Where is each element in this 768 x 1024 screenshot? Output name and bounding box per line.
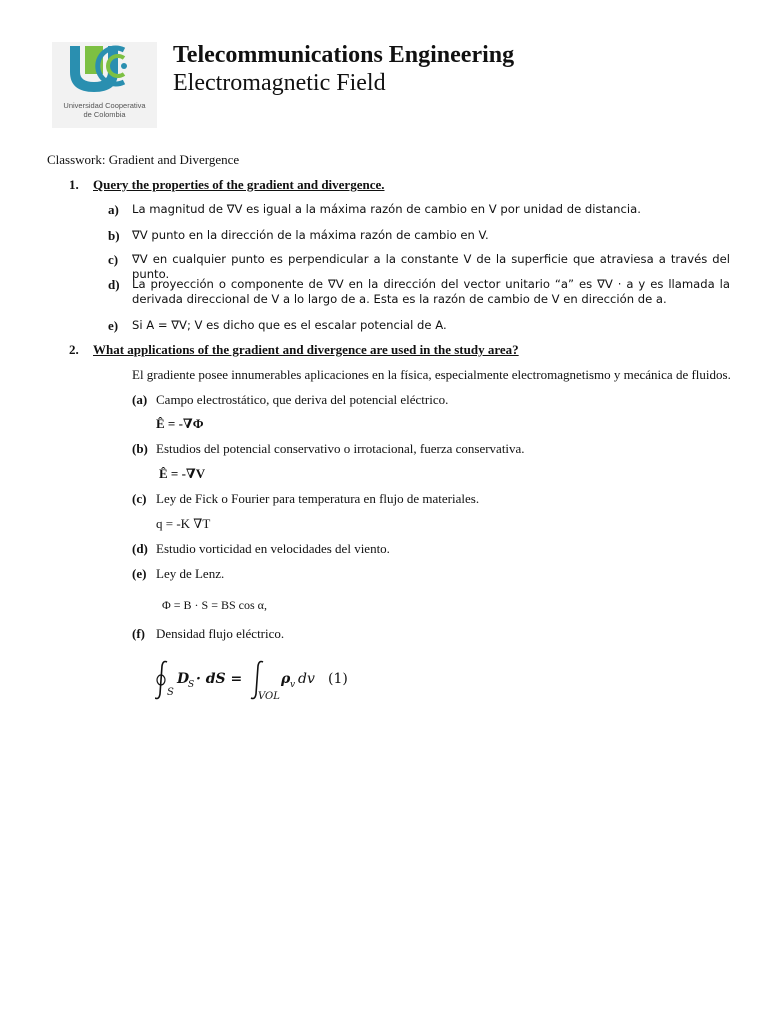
lhs-body: D: [177, 671, 190, 687]
q1-item-a-text: La magnitud de ∇V es igual a la máxima razón de cambio en V por unidad de distancia.: [132, 202, 641, 216]
gauss-law-equation: [155, 658, 375, 706]
q2-item-e-text: Ley de Lenz.: [156, 566, 225, 581]
q2-item-c-label: (c): [132, 491, 147, 506]
q2-item-b-label: (b): [132, 441, 148, 456]
q1-item-e-text: Si A = ∇V; V es dicho que es el escalar potencial de A.: [132, 318, 447, 332]
classwork-heading: Classwork: Gradient and Divergence: [47, 152, 240, 167]
q2-item-d-text: Estudio vorticidad en velocidades del viento.: [156, 541, 390, 556]
rhs-subscript: VOL: [258, 691, 280, 702]
lhs-subscript: S: [167, 687, 174, 698]
question-2-text: What applications of the gradient and divergence are used in the study area?: [93, 342, 519, 357]
q1-item-b-label: b): [108, 228, 120, 243]
q1-item-d-label: d): [108, 277, 120, 292]
q2-item-b-formula: Ê = -∇V: [159, 466, 206, 481]
document-subtitle: Electromagnetic Field: [173, 70, 386, 96]
q2-item-a-text: Campo electrostático, que deriva del potencial eléctrico.: [156, 392, 449, 407]
q2-item-f-label: (f): [132, 626, 145, 641]
q1-item-d-text: La proyección o componente de ∇V en la dirección del vector unitario “a” es ∇V · a y es llamada la derivada direccional de V a lo largo de a. Esta es la razón de cambio de V en dirección de a.: [132, 277, 730, 306]
lhs-rest: · dS =: [196, 671, 243, 687]
rhs-body-subscript: v: [290, 680, 296, 690]
q2-item-e-formula: Φ = B · S = BS cos α,: [162, 598, 267, 612]
lhs-body-subscript: S: [188, 680, 195, 690]
q2-item-a-formula: Ê = -∇Φ: [156, 416, 204, 431]
q2-item-c-formula: q = -K ∇T: [156, 516, 211, 531]
document-title: Telecommunications Engineering: [173, 42, 515, 68]
rhs-rest: dv: [298, 671, 315, 687]
question-1-text: Query the properties of the gradient and divergence.: [93, 177, 385, 192]
q2-item-d-label: (d): [132, 541, 148, 556]
q1-item-a-label: a): [108, 202, 119, 217]
question-1-number: 1.: [69, 177, 79, 192]
logo-text-line2: de Colombia: [83, 110, 126, 119]
q2-item-e-label: (e): [132, 566, 147, 581]
q1-item-c-text: ∇V en cualquier punto es perpendicular a la constante V de la superficie que atraviesa a través del punto.: [132, 252, 730, 281]
q1-item-e-label: e): [108, 318, 119, 333]
university-logo: [52, 42, 157, 128]
ucc-logo-icon: [66, 42, 144, 100]
logo-text-line1: Universidad Cooperativa: [63, 101, 146, 110]
rhs-body: ρ: [281, 671, 291, 687]
q2-item-b-text: Estudios del potencial conservativo o irrotacional, fuerza conservativa.: [156, 441, 525, 456]
q2-item-f-text: Densidad flujo eléctrico.: [156, 626, 285, 641]
q1-item-c-label: c): [108, 252, 119, 267]
question-2-number: 2.: [69, 342, 79, 357]
q2-item-c-text: Ley de Fick o Fourier para temperatura en flujo de materiales.: [156, 491, 480, 506]
q2-intro: El gradiente posee innumerables aplicaciones en la física, especialmente electromagnetismo y mecánica de fluidos.: [132, 367, 731, 382]
q2-item-a-label: (a): [132, 392, 148, 407]
q1-item-b-text: ∇V punto en la dirección de la máxima razón de cambio en V.: [132, 228, 489, 242]
equation-number: (1): [328, 671, 348, 687]
